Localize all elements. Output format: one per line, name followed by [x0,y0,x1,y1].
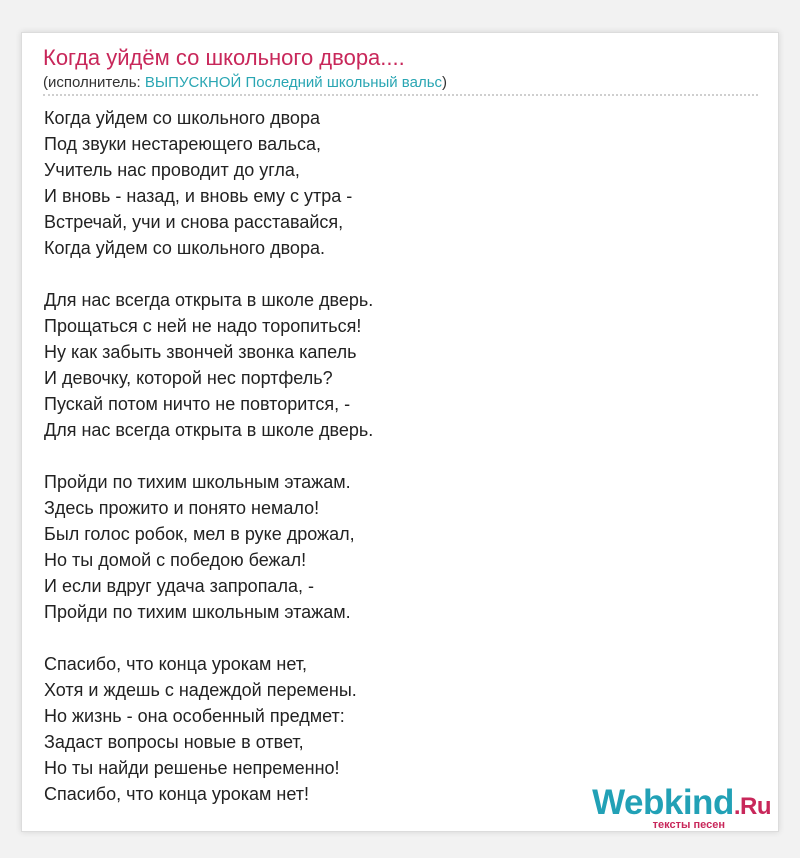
lyric-line: Был голос робок, мел в руке дрожал, [44,524,355,544]
performer-line [43,73,447,93]
logo-tagline: тексты песен [652,819,725,831]
lyric-line: Ну как забыть звончей звонка капель [44,342,357,362]
lyric-line: Учитель нас проводит до угла, [44,160,300,180]
artist-link[interactable]: ВЫПУСКНОЙ [144,74,242,91]
lyric-line: Спасибо, что конца урокам нет, [44,654,307,674]
webkind-logo[interactable] [581,783,771,831]
lyric-line: И вновь - назад, и вновь ему с утра - [44,186,353,206]
lyric-line: Но ты домой с победою бежал! [44,550,307,570]
lyrics-card [21,32,779,832]
performer-prefix: (исполнитель: [43,74,145,91]
lyric-line: Пройди по тихим школьным этажам. [44,602,351,622]
divider [43,94,758,96]
lyric-line: Пускай потом ничто не повторится, - [44,394,351,414]
lyrics-text [44,105,373,807]
lyric-line: Хотя и ждешь с надеждой перемены. [44,680,357,700]
lyric-line: Пройди по тихим школьным этажам. [44,472,351,492]
lyric-line: Задаст вопросы новые в ответ, [44,732,304,752]
lyric-line: Спасибо, что конца урокам нет! [44,784,309,804]
stanza-gap [44,261,373,287]
lyric-line: Прощаться с ней не надо торопиться! [44,316,362,336]
lyric-line: Под звуки нестареющего вальса, [44,134,321,154]
lyric-line: Когда уйдем со школьного двора [44,108,320,128]
song-link[interactable]: Последний школьный вальс [245,74,443,91]
lyric-line: Здесь прожито и понято немало! [44,498,320,518]
lyric-line: Когда уйдем со школьного двора. [44,238,325,258]
lyric-line: И девочку, которой нес портфель? [44,368,333,388]
lyric-line: Для нас всегда открыта в школе дверь. [44,290,374,310]
stanza-gap [44,443,373,469]
lyric-line: Но ты найди решенье непременно! [44,758,340,778]
stanza-gap [44,625,373,651]
lyric-line: Встречай, учи и снова расставайся, [44,212,344,232]
lyric-line: Для нас всегда открыта в школе дверь. [44,420,374,440]
lyric-line: Но жизнь - она особенный предмет: [44,706,345,726]
logo-brand: Webkind.Ru [592,783,771,822]
performer-suffix: ) [442,74,448,91]
lyric-line: И если вдруг удача запропала, - [44,576,314,596]
song-title: Когда уйдём со школьного двора.... [43,45,405,70]
